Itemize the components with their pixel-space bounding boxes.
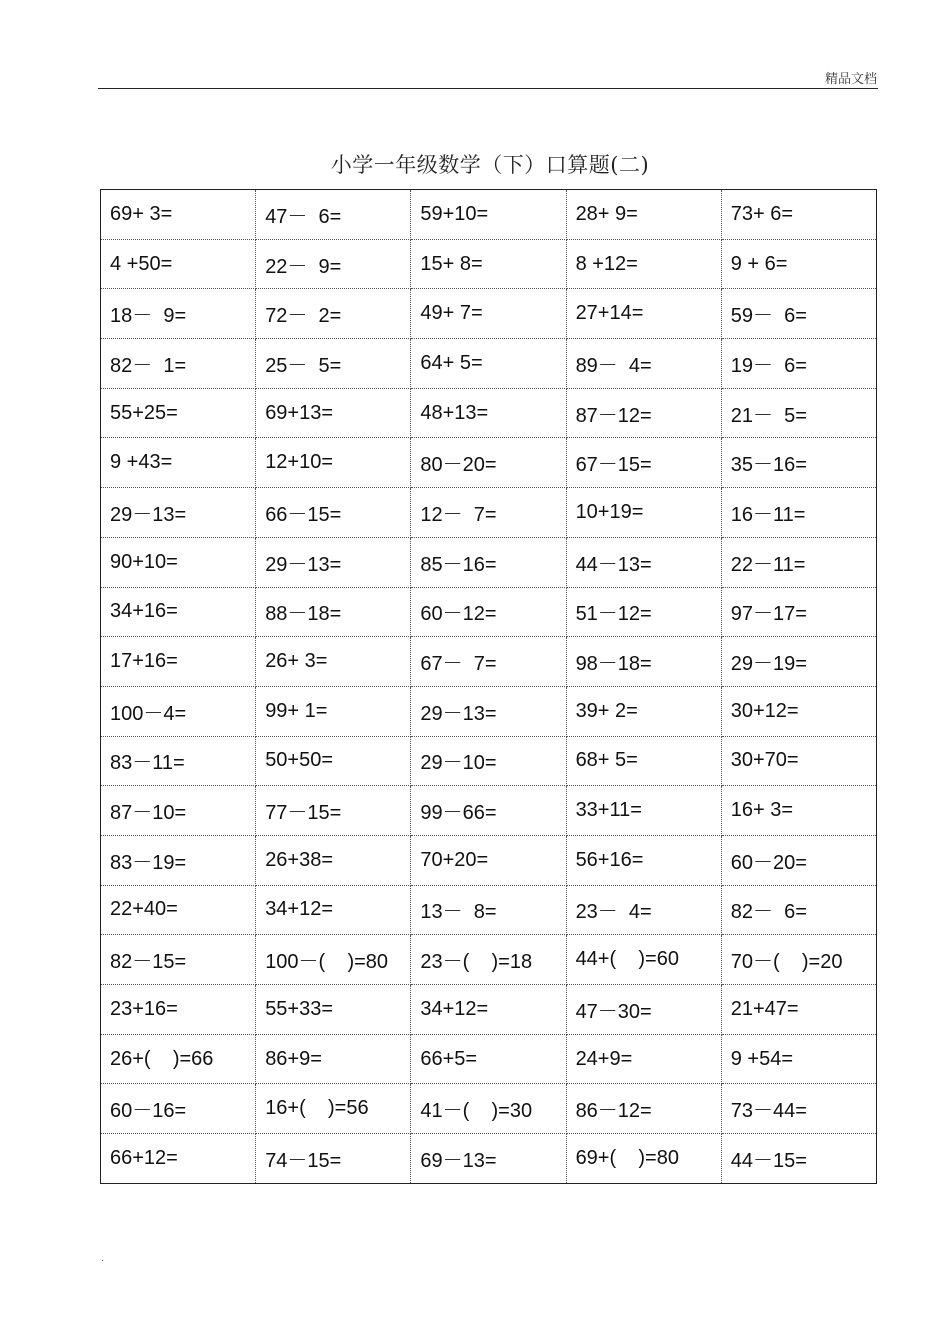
problem-cell: 90+10=: [101, 537, 256, 587]
problem-cell: 15+ 8=: [411, 239, 566, 289]
grid-row: [101, 488, 877, 538]
problem-cell: 27+14=: [566, 289, 721, 339]
problem-cell: 89－ 4=: [566, 339, 721, 389]
header-label: 精品文档: [824, 72, 877, 87]
grid-row: [101, 1034, 877, 1084]
problem-cell: 66－15=: [256, 488, 411, 538]
problem-cell: 34+12=: [411, 985, 566, 1035]
problem-cell: 30+12=: [721, 686, 876, 736]
problem-cell: 77－15=: [256, 786, 411, 836]
problem-cell: 82－ 1=: [101, 339, 256, 389]
problem-cell: 19－ 6=: [721, 339, 876, 389]
grid-row: [101, 885, 877, 935]
grid-row: [101, 190, 877, 240]
problem-cell: 87－10=: [101, 786, 256, 836]
problem-cell: 29－13=: [101, 488, 256, 538]
problem-cell: 29－19=: [721, 637, 876, 687]
problem-cell: 56+16=: [566, 835, 721, 885]
header-rule: [98, 88, 878, 89]
footer-mark: .: [101, 1253, 105, 1264]
grid-row: [101, 835, 877, 885]
problem-cell: 16+ 3=: [721, 786, 876, 836]
problem-cell: 86+9=: [256, 1034, 411, 1084]
grid-row: [101, 587, 877, 637]
problem-cell: 50+50=: [256, 736, 411, 786]
problem-cell: 69－13=: [411, 1134, 566, 1184]
grid-row: [101, 438, 877, 488]
grid-row: [101, 388, 877, 438]
problem-cell: 69+ 3=: [101, 190, 256, 240]
problem-cell: 80－20=: [411, 438, 566, 488]
problem-cell: 100－( )=80: [256, 935, 411, 985]
grid-row: [101, 686, 877, 736]
problem-cell: 74－15=: [256, 1134, 411, 1184]
problem-cell: 47－30=: [566, 985, 721, 1035]
problem-cell: 44－15=: [730, 1149, 807, 1172]
problem-cell: 87－12=: [566, 388, 721, 438]
problem-cell: 28+ 9=: [566, 190, 721, 240]
problem-cell: 30+70=: [721, 736, 876, 786]
problem-cell: 66+5=: [411, 1034, 566, 1084]
problem-cell: 48+13=: [411, 388, 566, 438]
problem-cell: 55+25=: [101, 388, 256, 438]
problem-cell: 10+19=: [566, 488, 721, 538]
problem-cell: 67－ 7=: [411, 637, 566, 687]
problem-cell: 18－ 9=: [101, 289, 256, 339]
problem-cell: 60－20=: [721, 835, 876, 885]
problem-cell: 9 + 6=: [721, 239, 876, 289]
problem-cell: 12－ 7=: [411, 488, 566, 538]
problem-cell: 73+ 6=: [721, 190, 876, 240]
problem-cell: 97－17=: [721, 587, 876, 637]
problem-cell: 26+( )=66: [101, 1034, 256, 1084]
problem-cell: 70+20=: [411, 835, 566, 885]
grid-row: [101, 736, 877, 786]
problem-cell: 8 +12=: [566, 239, 721, 289]
problem-cell: 67－15=: [566, 438, 721, 488]
problem-cell: 72－ 2=: [256, 289, 411, 339]
problem-cell: 26+38=: [256, 835, 411, 885]
arithmetic-grid: [100, 189, 877, 1184]
problem-cell: 69+( )=80: [566, 1134, 721, 1184]
problem-cell: 17+16=: [101, 637, 256, 687]
grid-row: [101, 935, 877, 985]
problem-cell: 70－( )=20: [721, 935, 876, 985]
grid-row: [101, 239, 877, 289]
grid-row: [101, 1084, 877, 1134]
problem-cell: 86－12=: [566, 1084, 721, 1134]
problem-cell: 82－ 6=: [721, 885, 876, 935]
problem-cell: 13－ 8=: [411, 885, 566, 935]
problem-cell: 26+ 3=: [256, 637, 411, 687]
problem-cell: 22+40=: [101, 885, 256, 935]
grid-row: [101, 786, 877, 836]
problem-cell: 29－10=: [411, 736, 566, 786]
problem-cell: 9 +43=: [101, 438, 256, 488]
problem-cell: 21－ 5=: [721, 388, 876, 438]
problem-cell: 9 +54=: [721, 1034, 876, 1084]
problem-cell: 99+ 1=: [256, 686, 411, 736]
problem-cell: 39+ 2=: [566, 686, 721, 736]
grid-row: [101, 637, 877, 687]
problem-cell: 12+10=: [256, 438, 411, 488]
problem-cell: 23+16=: [101, 985, 256, 1035]
problem-cell: 85－16=: [411, 537, 566, 587]
problem-cell: 44－13=: [566, 537, 721, 587]
problem-cell: 49+ 7=: [411, 289, 566, 339]
grid-row: [101, 289, 877, 339]
problem-cell: 34+12=: [256, 885, 411, 935]
problem-cell: 99－66=: [411, 786, 566, 836]
problem-cell: 21+47=: [721, 985, 876, 1035]
grid-row: [101, 537, 877, 587]
problem-cell: 29－13=: [256, 537, 411, 587]
problem-cell: 51－12=: [566, 587, 721, 637]
problem-cell: 23－( )=18: [411, 935, 566, 985]
problem-cell: 24+9=: [566, 1034, 721, 1084]
problem-cell: 64+ 5=: [411, 339, 566, 389]
grid-row: [101, 339, 877, 389]
problem-cell: 44+( )=60: [566, 935, 721, 985]
problem-cell: 22－ 9=: [256, 239, 411, 289]
problem-cell: 41－( )=30: [411, 1084, 566, 1134]
problem-cell: 88－18=: [256, 587, 411, 637]
grid-row: [101, 1134, 877, 1184]
problem-cell: 59+10=: [411, 190, 566, 240]
problem-cell: 83－19=: [101, 835, 256, 885]
problem-cell: 29－13=: [411, 686, 566, 736]
problem-cell: 59－ 6=: [721, 289, 876, 339]
problem-cell: 22－11=: [721, 537, 876, 587]
problem-cell: 35－16=: [721, 438, 876, 488]
problem-cell: 60－16=: [101, 1084, 256, 1134]
problem-cell: 33+11=: [566, 786, 721, 836]
problem-cell: 66+12=: [101, 1134, 256, 1184]
problem-cell: 23－ 4=: [566, 885, 721, 935]
problem-cell: 16－11=: [721, 488, 876, 538]
problem-cell: 34+16=: [101, 587, 256, 637]
problem-cell: 82－15=: [101, 935, 256, 985]
problem-cell: 4 +50=: [101, 239, 256, 289]
problem-cell: 100－4=: [101, 686, 256, 736]
problem-cell: 68+ 5=: [566, 736, 721, 786]
problem-cell: 55+33=: [256, 985, 411, 1035]
arithmetic-grid-body: [101, 190, 877, 1184]
problem-cell: 98－18=: [566, 637, 721, 687]
problem-cell: 73－44=: [721, 1084, 876, 1134]
problem-cell: 83－11=: [101, 736, 256, 786]
page-title: 小学一年级数学（下）口算题(二): [330, 153, 650, 177]
grid-row: [101, 985, 877, 1035]
problem-cell: 69+13=: [256, 388, 411, 438]
problem-cell: 16+( )=56: [256, 1084, 411, 1134]
problem-cell: 60－12=: [411, 587, 566, 637]
problem-cell: 25－ 5=: [256, 339, 411, 389]
problem-cell: 47－ 6=: [256, 190, 411, 240]
